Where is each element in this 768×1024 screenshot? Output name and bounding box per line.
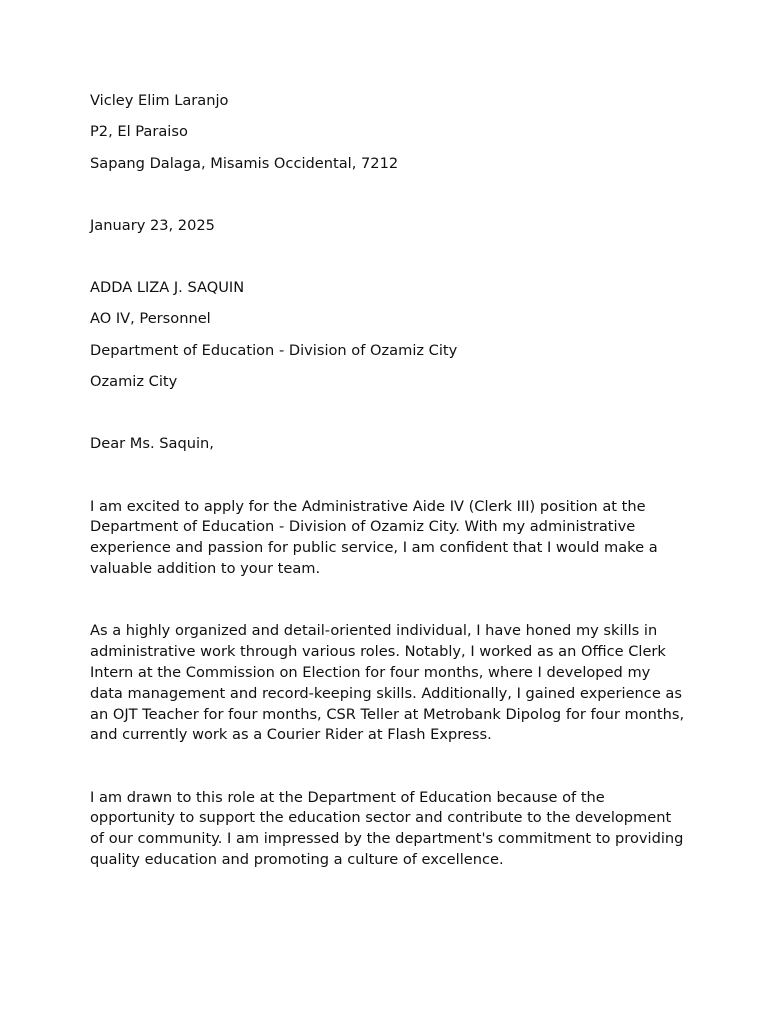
letter-date: January 23, 2025 [90, 216, 215, 234]
letter-page [90, 91, 690, 871]
sender-address-line1: P2, El Paraiso [90, 123, 188, 141]
sender-address-line2: Sapang Dalaga, Misamis Occidental, 7212 [90, 154, 399, 172]
recipient-organization: Department of Education - Division of Ozamiz City [90, 341, 458, 359]
body-paragraph-3: I am drawn to this role at the Department of Education because of the opportunity to support the education sector and contribute to the development of our community. I am impressed by the department's commitment to providing quality education and promoting a culture of excellence. [90, 788, 684, 869]
body-paragraph-1: I am excited to apply for the Administrative Aide IV (Clerk III) position at the Department of Education - Division of Ozamiz City. With my administrative experience and passion for public service, I am confident that I would make a valuable addition to your team. [90, 497, 658, 578]
recipient-city: Ozamiz City [90, 373, 178, 391]
recipient-block [90, 278, 690, 393]
sender-block [90, 91, 690, 174]
recipient-name: ADDA LIZA J. SAQUIN [90, 279, 245, 297]
body-paragraph-2: As a highly organized and detail-oriented individual, I have honed my skills in administrative work through various roles. Notably, I worked as an Office Clerk Intern at the Commission on Election for four months, where I developed my data management and record-keeping skills. Additionally, I gained experience as an OJT Teacher for four months, CSR Teller at Metrobank Dipolog for four months, and currently work as a Courier Rider at Flash Express. [90, 622, 685, 744]
sender-name: Vicley Elim Laranjo [90, 92, 229, 109]
recipient-title: AO IV, Personnel [90, 310, 211, 328]
salutation: Dear Ms. Saquin, [90, 435, 214, 453]
